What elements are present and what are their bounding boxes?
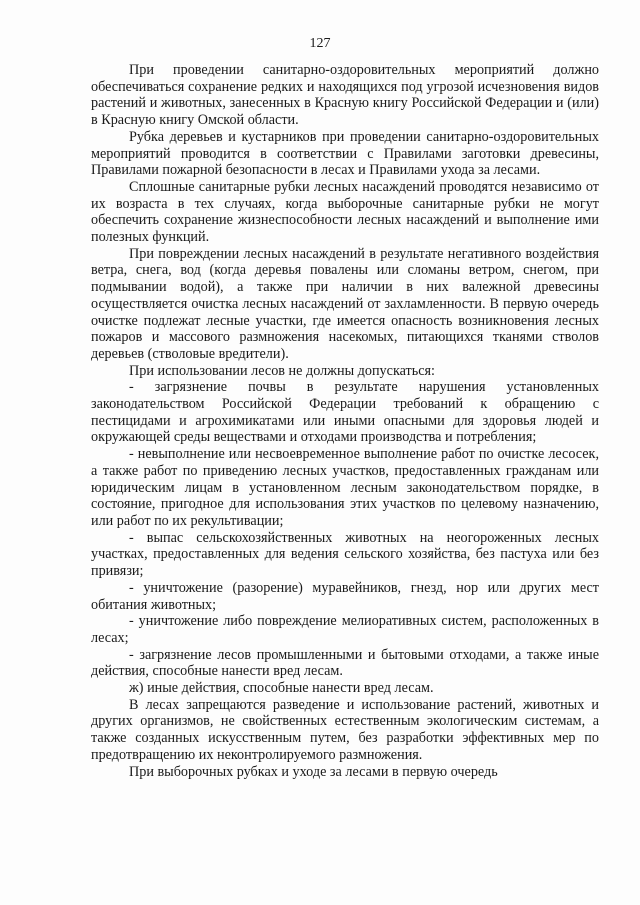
- list-item-cleanup-failure: - невыполнение или несвоевременное выполнение работ по очистке лесосек, а также работ по приведению лесных участков, предоставленных гражданам или юридическим лицам в установленном лесным законодательством порядке, в состояние, пригодное для использования этих участков по целевому назначению, или работ по их рекультивации;: [91, 446, 599, 529]
- paragraph-selective-felling: При выборочных рубках и уходе за лесами в первую очередь: [129, 763, 498, 780]
- list-item-habitat-destruction: - уничтожение (разорение) муравейников, гнезд, нор или других мест обитания животных;: [91, 579, 599, 613]
- list-item-other-actions: ж) иные действия, способные нанести вред лесам.: [129, 680, 434, 697]
- paragraph-alien-species: В лесах запрещаются разведение и использование растений, животных и других организмов, не свойственных естественным экологическим системам, а также созданных искусственным путем, без разработки эффективных мер по предотвращению их неконтролируемого размножения.: [91, 696, 599, 763]
- list-item-soil-pollution: - загрязнение почвы в результате нарушения установленных законодательством Российской Федерации требований к обращению с пестицидами и агрохимикатами или иными опасными для здоровья людей и окружающей среды веществами и отходами производства и потребления;: [91, 379, 599, 446]
- paragraph-prohibitions-intro: При использовании лесов не должны допускаться:: [129, 362, 435, 379]
- list-item-waste-pollution: - загрязнение лесов промышленными и бытовыми отходами, а также иные действия, способные нанести вред лесам.: [91, 646, 599, 680]
- list-item-reclamation-damage: - уничтожение либо повреждение мелиоративных систем, расположенных в лесах;: [91, 613, 599, 646]
- paragraph-clear-cutting: Сплошные санитарные рубки лесных насаждений проводятся независимо от их возраста в тех случаях, когда выборочные санитарные рубки не могут обеспечить сохранение жизнеспособности лесных насаждений и выполнение ими полезных функций.: [91, 178, 599, 246]
- document-body: [91, 62, 599, 780]
- list-item-grazing: - выпас сельскохозяйственных животных на неогороженных лесных участках, предоставленных для ведения сельского хозяйства, без пастуха или без привязи;: [91, 529, 599, 580]
- paragraph-damage-cleanup: При повреждении лесных насаждений в результате негативного воздействия ветра, снега, вод (когда деревья повалены или сломаны ветром, снегом, при подмывании водой), а также при наличии в них валежной древесины осуществляется очистка лесных насаждений от захламленности. В первую очередь очистке подлежат лесные участки, где имеется опасность возникновения лесных пожаров и массового размножения насекомых, питающихся тканями стволов деревьев (стволовые вредители).: [91, 245, 599, 362]
- paragraph-protected-species: При проведении санитарно-оздоровительных мероприятий должно обеспечиваться сохранение редких и находящихся под угрозой исчезновения видов растений и животных, занесенных в Красную книгу Российской Федерации и (или) в Красную книгу Омской области.: [91, 62, 599, 129]
- paragraph-felling-rules: Рубка деревьев и кустарников при проведении санитарно-оздоровительных мероприятий проводится в соответствии с Правилами заготовки древесины, Правилами пожарной безопасности в лесах и Правилами ухода за лесами.: [91, 128, 599, 179]
- page-number: 127: [309, 36, 331, 51]
